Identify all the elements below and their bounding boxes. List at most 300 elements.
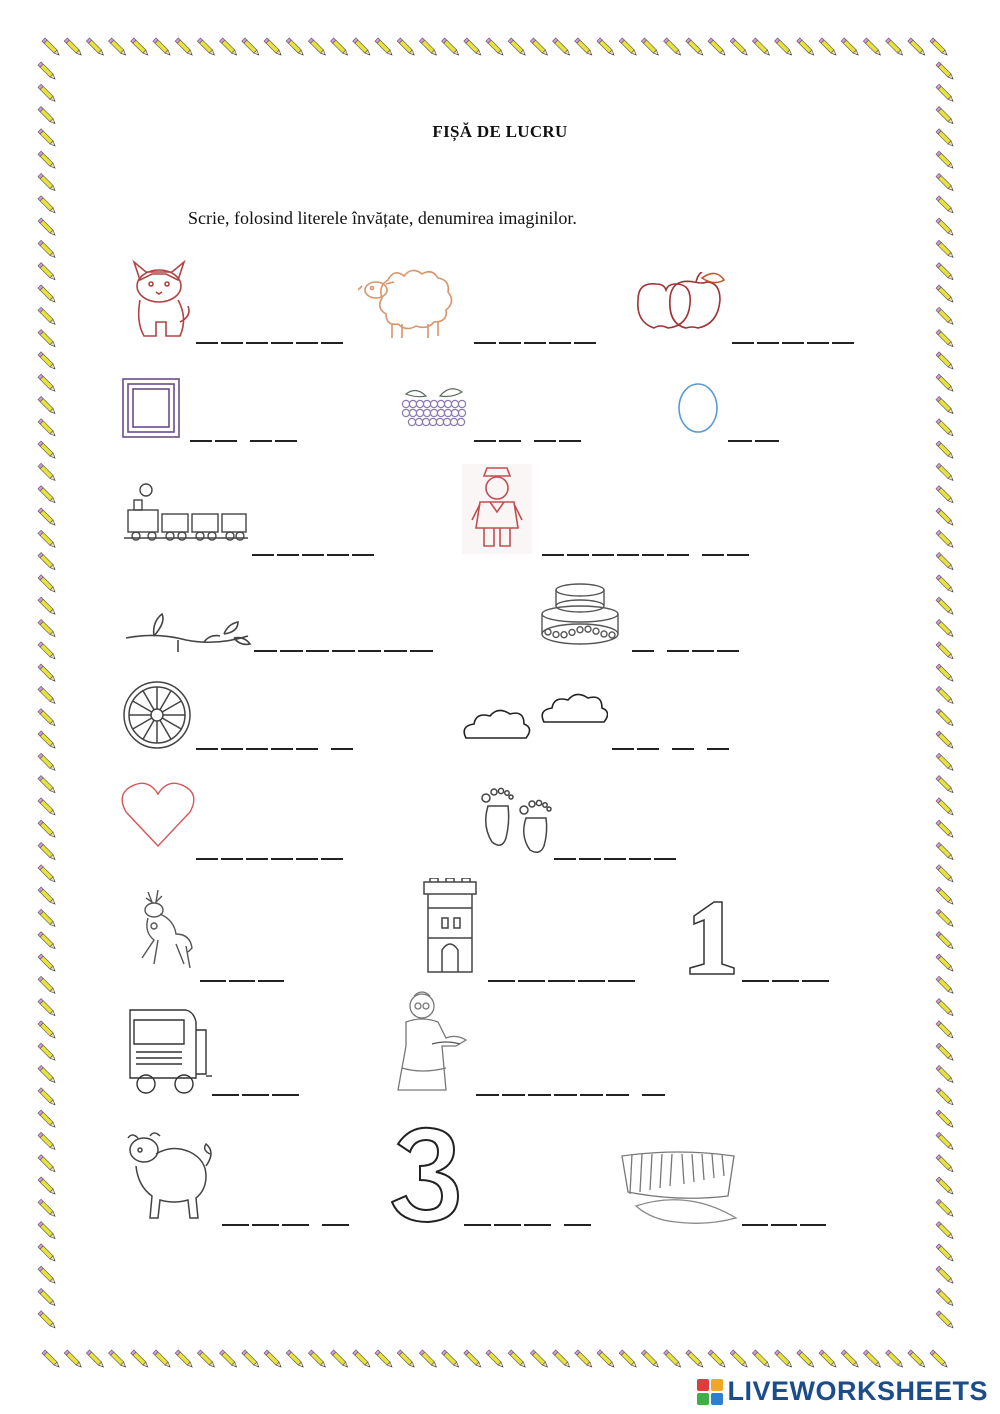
pencil-icon <box>936 865 955 884</box>
answer-blanks[interactable] <box>732 342 857 344</box>
letter-blank[interactable] <box>567 554 589 556</box>
letter-blank[interactable] <box>215 440 237 442</box>
pencil-icon <box>419 38 438 57</box>
letter-blank[interactable] <box>559 440 581 442</box>
answer-blanks[interactable] <box>254 650 436 652</box>
sheep-picture <box>358 262 462 340</box>
pencil-icon <box>38 84 57 103</box>
pencil-icon <box>38 352 57 371</box>
pencil-icon <box>38 798 57 817</box>
pencil-icon <box>841 1350 860 1369</box>
letter-blank[interactable] <box>612 748 634 750</box>
pencil-icon <box>38 263 57 282</box>
pencil-icon <box>331 1350 350 1369</box>
pencil-icon <box>936 999 955 1018</box>
pencil-icon <box>936 553 955 572</box>
pencil-icon <box>38 1155 57 1174</box>
answer-blanks[interactable] <box>464 1224 594 1226</box>
pencil-icon <box>936 1021 955 1040</box>
pencil-icon <box>464 1350 483 1369</box>
pencil-icon <box>375 1350 394 1369</box>
pencil-icon <box>936 597 955 616</box>
letter-blank[interactable] <box>250 440 272 442</box>
pencil-icon <box>936 263 955 282</box>
letter-blank[interactable] <box>832 342 854 344</box>
answer-blanks[interactable] <box>632 650 742 652</box>
answer-blanks[interactable] <box>252 554 377 556</box>
pencil-icon <box>38 820 57 839</box>
pencil-icon <box>575 38 594 57</box>
pencil-icon <box>936 1065 955 1084</box>
pencil-icon <box>936 932 955 951</box>
letter-blank[interactable] <box>564 1224 591 1226</box>
letter-blank[interactable] <box>258 980 284 982</box>
pencil-icon <box>936 441 955 460</box>
worksheet-title: FIȘĂ DE LUCRU <box>432 122 568 141</box>
letter-blank[interactable] <box>221 858 243 860</box>
letter-blank[interactable] <box>499 342 521 344</box>
pencil-icon <box>730 1350 749 1369</box>
letter-blank[interactable] <box>246 748 268 750</box>
pencil-icon <box>38 1043 57 1062</box>
pencil-icon <box>64 1350 83 1369</box>
letter-blank[interactable] <box>782 342 804 344</box>
pencil-icon <box>38 553 57 572</box>
pencil-icon <box>936 240 955 259</box>
letter-blank[interactable] <box>200 980 226 982</box>
letter-blank[interactable] <box>524 1224 551 1226</box>
letter-blank[interactable] <box>771 1224 797 1226</box>
letter-blank[interactable] <box>271 748 293 750</box>
pencil-icon <box>936 374 955 393</box>
pencil-icon <box>38 530 57 549</box>
pencil-icon <box>38 954 57 973</box>
apples-picture <box>630 272 728 330</box>
letter-blank[interactable] <box>196 748 218 750</box>
letter-blank[interactable] <box>592 554 614 556</box>
liveworksheets-logo <box>697 1376 988 1407</box>
pencil-icon <box>575 1350 594 1369</box>
pencil-icon <box>797 1350 816 1369</box>
pencil-icon <box>38 597 57 616</box>
letter-blank[interactable] <box>608 980 635 982</box>
pencil-icon <box>936 218 955 237</box>
cake-picture <box>538 580 622 650</box>
answer-blanks[interactable] <box>612 748 732 750</box>
letter-blank[interactable] <box>332 650 355 652</box>
letter-blank[interactable] <box>549 342 571 344</box>
letter-blank[interactable] <box>717 650 739 652</box>
letter-blank[interactable] <box>296 748 318 750</box>
pencil-icon <box>38 976 57 995</box>
pencil-icon <box>38 463 57 482</box>
letter-blank[interactable] <box>321 858 343 860</box>
pencil-icon <box>530 1350 549 1369</box>
letter-blank[interactable] <box>252 554 274 556</box>
pencil-icon <box>486 38 505 57</box>
clouds-picture <box>460 692 608 748</box>
letter-blank[interactable] <box>654 858 676 860</box>
pencil-icon <box>686 1350 705 1369</box>
pencil-icon <box>86 1350 105 1369</box>
letter-blank[interactable] <box>580 1094 603 1096</box>
letter-blank[interactable] <box>282 1224 309 1226</box>
pencil-icon <box>936 62 955 81</box>
letter-blank[interactable] <box>302 554 324 556</box>
pencil-icon <box>686 38 705 57</box>
blackberries-picture <box>396 386 472 434</box>
letter-blank[interactable] <box>327 554 349 556</box>
letter-blank[interactable] <box>384 650 407 652</box>
pencil-icon <box>936 954 955 973</box>
letter-blank[interactable] <box>672 748 694 750</box>
answer-blanks[interactable] <box>474 440 584 442</box>
pencil-icon <box>936 1088 955 1107</box>
pencil-icon <box>553 38 572 57</box>
letter-blank[interactable] <box>321 342 343 344</box>
letter-blank[interactable] <box>502 1094 525 1096</box>
pencil-icon <box>220 38 239 57</box>
letter-blank[interactable] <box>742 980 769 982</box>
pencil-icon <box>936 330 955 349</box>
letter-blank[interactable] <box>476 1094 499 1096</box>
pencil-icon <box>936 1132 955 1151</box>
letter-blank[interactable] <box>757 342 779 344</box>
instruction-text: Scrie, folosind literele învățate, denumirea imaginilor. <box>188 208 577 228</box>
letter-blank[interactable] <box>554 858 576 860</box>
pencil-icon <box>38 1132 57 1151</box>
letter-blank[interactable] <box>275 440 297 442</box>
letter-blank[interactable] <box>574 342 596 344</box>
pencil-icon <box>936 642 955 661</box>
letter-blank[interactable] <box>499 440 521 442</box>
letter-blank[interactable] <box>542 554 564 556</box>
pencil-icon <box>936 820 955 839</box>
pencil-icon <box>38 575 57 594</box>
answer-blanks[interactable] <box>222 1224 352 1226</box>
pencil-icon <box>936 151 955 170</box>
letter-blank[interactable] <box>212 1094 239 1096</box>
letter-blank[interactable] <box>246 342 268 344</box>
pencil-icon <box>936 285 955 304</box>
pencil-icon <box>936 352 955 371</box>
pencil-icon <box>797 38 816 57</box>
footprints-picture <box>474 784 558 856</box>
letter-blank[interactable] <box>667 554 689 556</box>
pencil-icon <box>286 1350 305 1369</box>
heart-picture <box>120 780 196 850</box>
pencil-icon <box>936 1177 955 1196</box>
answer-blanks[interactable] <box>554 858 679 860</box>
letter-blank[interactable] <box>190 440 212 442</box>
pencil-icon <box>886 1350 905 1369</box>
letter-blank[interactable] <box>727 554 749 556</box>
pencil-icon <box>38 330 57 349</box>
train-picture <box>124 482 248 544</box>
letter-blank[interactable] <box>742 1224 768 1226</box>
pencil-icon <box>930 38 949 57</box>
pencil-icon <box>38 887 57 906</box>
pencil-icon <box>109 1350 128 1369</box>
pencil-icon <box>38 1311 57 1330</box>
answer-blanks[interactable] <box>190 440 300 442</box>
pencil-icon <box>619 1350 638 1369</box>
letter-blank[interactable] <box>772 980 799 982</box>
pencil-icon <box>38 508 57 527</box>
letter-blank[interactable] <box>642 1094 665 1096</box>
pencil-icon <box>936 84 955 103</box>
letter-blank[interactable] <box>271 342 293 344</box>
letter-blank[interactable] <box>474 342 496 344</box>
pencil-icon <box>936 173 955 192</box>
pencil-icon <box>664 1350 683 1369</box>
pencil-icon <box>42 38 61 57</box>
cat-picture <box>122 252 194 340</box>
answer-blanks[interactable] <box>476 1094 668 1096</box>
pencil-icon <box>38 686 57 705</box>
pencil-icon <box>38 240 57 259</box>
pencil-icon <box>936 396 955 415</box>
pencil-icon <box>38 909 57 928</box>
letter-blank[interactable] <box>632 650 654 652</box>
pencil-icon <box>38 1266 57 1285</box>
pencil-icon <box>197 1350 216 1369</box>
answer-blanks[interactable] <box>196 748 356 750</box>
letter-blank[interactable] <box>272 1094 299 1096</box>
pencil-icon <box>936 1155 955 1174</box>
pencil-icon <box>841 38 860 57</box>
pencil-icon <box>936 686 955 705</box>
pencil-icon <box>936 419 955 438</box>
pencil-icon <box>197 38 216 57</box>
pencil-icon <box>936 1266 955 1285</box>
letter-blank[interactable] <box>702 554 724 556</box>
pencil-icon <box>708 38 727 57</box>
letter-blank[interactable] <box>629 858 651 860</box>
answer-blanks[interactable] <box>742 980 832 982</box>
pencil-icon <box>86 38 105 57</box>
pencil-icon <box>936 798 955 817</box>
letter-blank[interactable] <box>280 650 303 652</box>
pencil-icon <box>530 38 549 57</box>
answer-blanks[interactable] <box>474 342 599 344</box>
pencil-icon <box>38 1222 57 1241</box>
letter-blank[interactable] <box>524 342 546 344</box>
letter-blank[interactable] <box>410 650 433 652</box>
answer-blanks[interactable] <box>212 1094 302 1096</box>
pencil-icon <box>242 1350 261 1369</box>
pencil-icon <box>752 1350 771 1369</box>
pencil-icon <box>936 776 955 795</box>
letter-blank[interactable] <box>528 1094 551 1096</box>
pencil-icon <box>264 1350 283 1369</box>
pencil-icon <box>131 38 150 57</box>
pencil-icon <box>38 374 57 393</box>
pencil-icon <box>863 38 882 57</box>
pencil-icon <box>38 307 57 326</box>
logo-icon <box>697 1379 723 1405</box>
pencil-icon <box>38 932 57 951</box>
pencil-icon <box>42 1350 61 1369</box>
letter-blank[interactable] <box>606 1094 629 1096</box>
deer-picture <box>128 888 198 976</box>
letter-blank[interactable] <box>494 1224 521 1226</box>
letter-blank[interactable] <box>604 858 626 860</box>
letter-blank[interactable] <box>692 650 714 652</box>
panpipe-picture <box>616 1150 740 1226</box>
pencil-icon <box>38 1088 57 1107</box>
pencil-icon <box>936 664 955 683</box>
letter-blank[interactable] <box>802 980 829 982</box>
pencil-icon <box>886 38 905 57</box>
pencil-icon <box>131 1350 150 1369</box>
pencil-icon <box>331 38 350 57</box>
pencil-icon <box>936 530 955 549</box>
pencil-icon <box>936 196 955 215</box>
pencil-icon <box>38 196 57 215</box>
pencil-icon <box>936 1311 955 1330</box>
pencil-icon <box>38 1288 57 1307</box>
pencil-icon <box>153 1350 172 1369</box>
letter-blank[interactable] <box>534 440 556 442</box>
answer-blanks[interactable] <box>196 342 346 344</box>
answer-blanks[interactable] <box>742 1224 829 1226</box>
letter-blank[interactable] <box>667 650 689 652</box>
pencil-icon <box>38 642 57 661</box>
pencil-icon <box>664 38 683 57</box>
answer-blanks[interactable] <box>488 980 638 982</box>
letter-blank[interactable] <box>807 342 829 344</box>
pencil-icon <box>38 664 57 683</box>
pencil-icon <box>508 1350 527 1369</box>
pencil-icon <box>936 731 955 750</box>
frame-picture <box>122 378 180 438</box>
pencil-icon <box>936 1110 955 1129</box>
pencil-icon <box>508 38 527 57</box>
letter-blank[interactable] <box>222 1224 249 1226</box>
letter-blank[interactable] <box>196 858 218 860</box>
letter-blank[interactable] <box>221 342 243 344</box>
pencil-icon <box>486 1350 505 1369</box>
answer-blanks[interactable] <box>542 554 752 556</box>
letter-blank[interactable] <box>617 554 639 556</box>
pencil-icon <box>908 1350 927 1369</box>
letter-blank[interactable] <box>196 342 218 344</box>
letter-blank[interactable] <box>277 554 299 556</box>
letter-blank[interactable] <box>548 980 575 982</box>
pencil-icon <box>641 1350 660 1369</box>
answer-blanks[interactable] <box>196 858 346 860</box>
number-three-picture <box>384 1126 464 1224</box>
pencil-icon <box>38 486 57 505</box>
letter-blank[interactable] <box>579 858 601 860</box>
letter-blank[interactable] <box>229 980 255 982</box>
pencil-icon <box>242 38 261 57</box>
pencil-icon <box>264 38 283 57</box>
pencil-icon <box>38 753 57 772</box>
pencil-icon <box>619 38 638 57</box>
letter-blank[interactable] <box>296 858 318 860</box>
pencil-icon <box>397 38 416 57</box>
letter-blank[interactable] <box>242 1094 269 1096</box>
answer-blanks[interactable] <box>200 980 287 982</box>
pencil-icon <box>936 508 955 527</box>
letter-blank[interactable] <box>331 748 353 750</box>
pencil-icon <box>730 38 749 57</box>
letter-blank[interactable] <box>642 554 664 556</box>
pencil-icon <box>38 709 57 728</box>
letter-blank[interactable] <box>358 650 381 652</box>
pencil-icon <box>908 38 927 57</box>
egg-picture <box>676 378 720 434</box>
letter-blank[interactable] <box>352 554 374 556</box>
pencil-icon <box>819 1350 838 1369</box>
pencil-icon <box>286 38 305 57</box>
letter-blank[interactable] <box>728 440 752 442</box>
pencil-icon <box>936 1222 955 1241</box>
letter-blank[interactable] <box>474 440 496 442</box>
pencil-icon <box>936 709 955 728</box>
pencil-icon <box>38 1199 57 1218</box>
bull-picture <box>122 1126 218 1222</box>
letter-blank[interactable] <box>306 650 329 652</box>
pencil-icon <box>38 1177 57 1196</box>
truck-picture <box>120 1000 212 1094</box>
letter-blank[interactable] <box>518 980 545 982</box>
pencil-icon <box>353 1350 372 1369</box>
letter-blank[interactable] <box>221 748 243 750</box>
letter-blank[interactable] <box>488 980 515 982</box>
pencil-icon <box>38 999 57 1018</box>
brand-name: LIVEWORKSHEETS <box>727 1376 988 1406</box>
pencil-icon <box>597 38 616 57</box>
letter-blank[interactable] <box>464 1224 491 1226</box>
letter-blank[interactable] <box>246 858 268 860</box>
pencil-icon <box>442 38 461 57</box>
letter-blank[interactable] <box>800 1224 826 1226</box>
letter-blank[interactable] <box>707 748 729 750</box>
pencil-icon <box>397 1350 416 1369</box>
letter-blank[interactable] <box>755 440 779 442</box>
pencil-icon <box>353 38 372 57</box>
pencil-icon <box>38 619 57 638</box>
number-one-picture <box>680 898 736 976</box>
letter-blank[interactable] <box>732 342 754 344</box>
pencil-icon <box>38 865 57 884</box>
letter-blank[interactable] <box>296 342 318 344</box>
letter-blank[interactable] <box>637 748 659 750</box>
pencil-icon <box>863 1350 882 1369</box>
pencil-icon <box>936 887 955 906</box>
letter-blank[interactable] <box>554 1094 577 1096</box>
letter-blank[interactable] <box>252 1224 279 1226</box>
pencil-icon <box>38 776 57 795</box>
letter-blank[interactable] <box>322 1224 349 1226</box>
pencil-icon <box>38 731 57 750</box>
pencil-icon <box>936 1288 955 1307</box>
pencil-icon <box>819 38 838 57</box>
pencil-icon <box>936 842 955 861</box>
pencil-icon <box>38 396 57 415</box>
pencil-icon <box>109 38 128 57</box>
letter-blank[interactable] <box>254 650 277 652</box>
pencil-icon <box>38 1110 57 1129</box>
letter-blank[interactable] <box>578 980 605 982</box>
tower-picture <box>418 878 482 978</box>
answer-blanks[interactable] <box>728 440 782 442</box>
pencil-icon <box>936 976 955 995</box>
letter-blank[interactable] <box>271 858 293 860</box>
